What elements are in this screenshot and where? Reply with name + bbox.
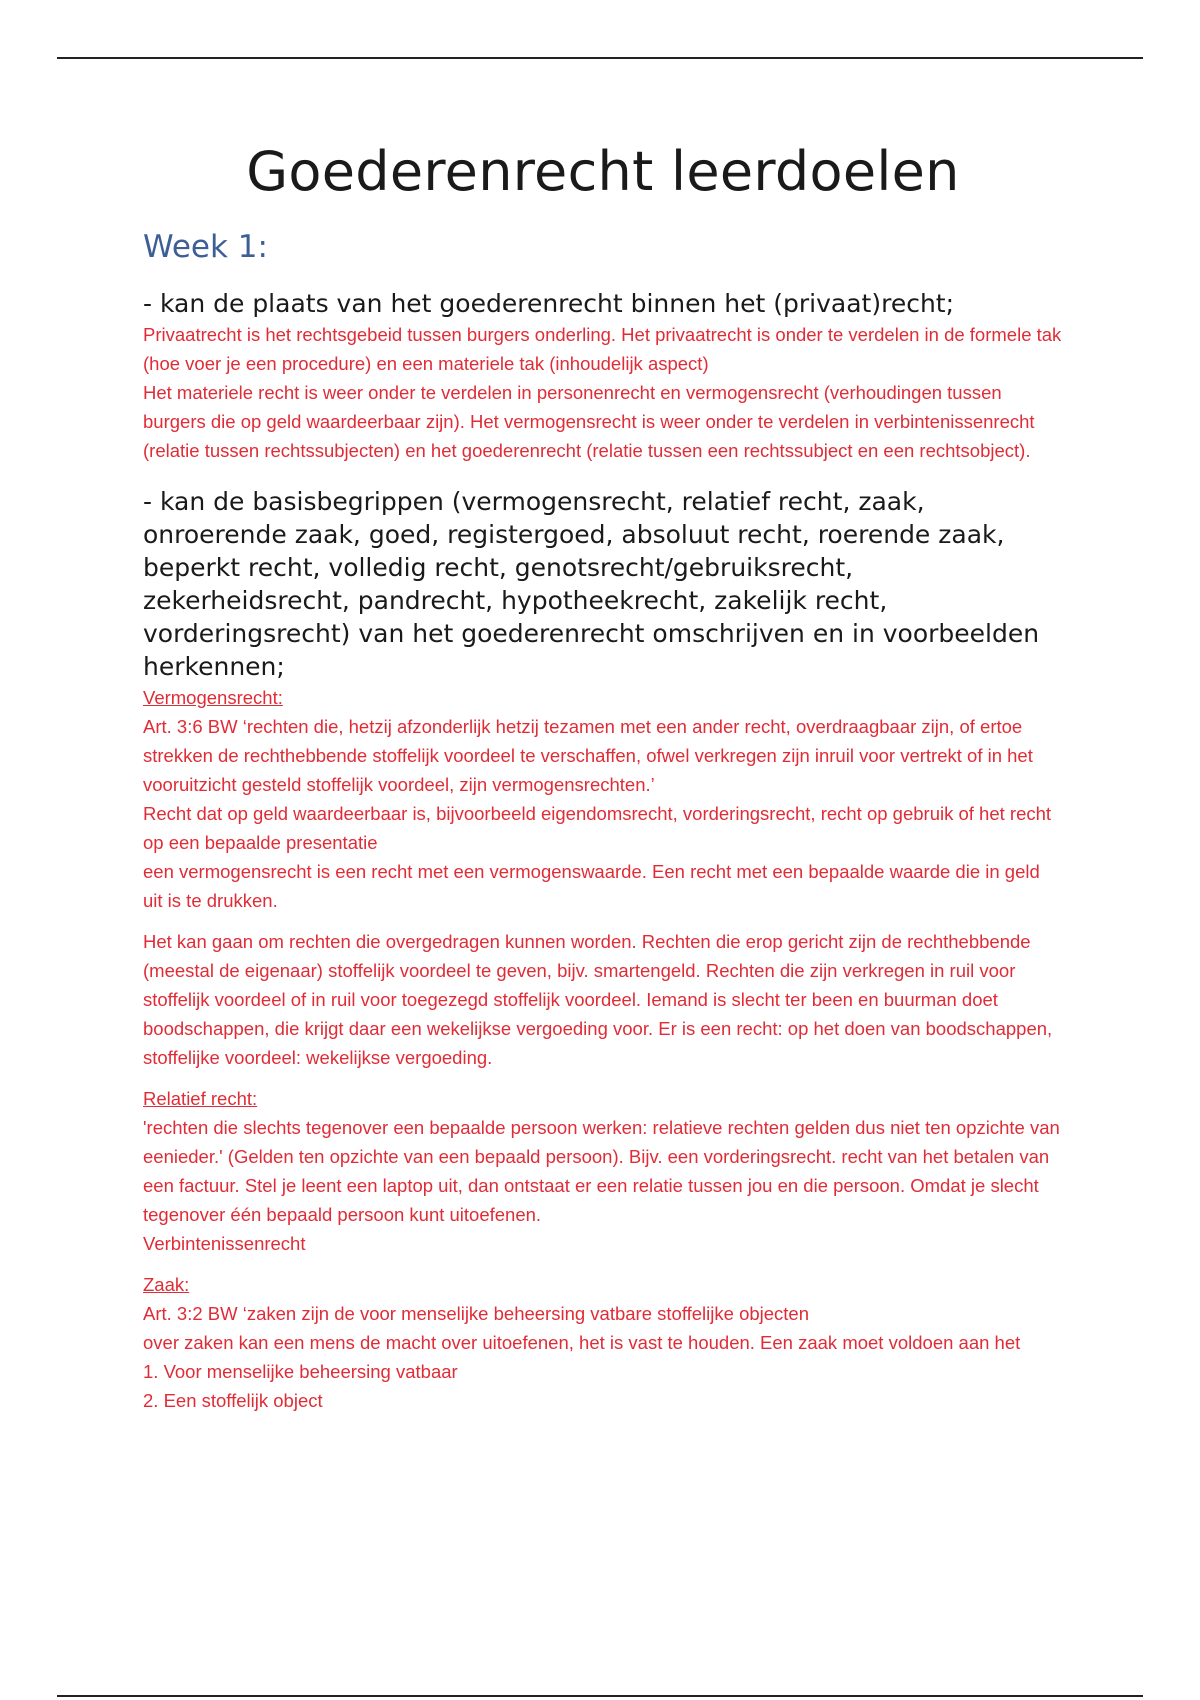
section-heading-zaak: Zaak: [143,1274,190,1295]
top-rule [57,57,1143,59]
answer-paragraph: Privaatrecht is het rechtsgebeid tussen burgers onderling. Het privaatrecht is onder te verdelen in de formele tak (hoe voer je een procedure) en een materiele tak (inhoudelijk aspect) [143,324,1062,374]
list-item: 2. Een stoffelijk object [143,1390,323,1411]
learning-goal-2: - kan de basisbegrippen (vermogensrecht, relatief recht, zaak, onroerende zaak, goed, registergoed, absoluut recht, roerende zaak, beperkt recht, volledig recht, genotsrecht/gebruiksrecht, zekerheidsrecht, pandrecht, hypotheekrecht, zakelijk recht, vorderingsrecht) van het goederenrecht omschrijven en in voorbeelden herkennen; [143,487,1040,681]
bottom-rule [57,1695,1143,1697]
answer-paragraph: een vermogensrecht is een recht met een vermogenswaarde. Een recht met een bepaalde waarde die in geld uit is te drukken. [143,861,1040,911]
answer-paragraph: Art. 3:2 BW ‘zaken zijn de voor menselijke beheersing vatbare stoffelijke objecten [143,1303,810,1324]
week-heading: Week 1: [143,229,268,265]
answer-paragraph: 'rechten die slechts tegenover een bepaalde persoon werken: relatieve rechten gelden dus niet ten opzichte van eenieder.' (Gelden ten opzichte van een bepaald persoon). Bijv. een vorderingsrecht. recht van het betalen van een factuur. Stel je leent een laptop uit, dan ontstaat er een relatie tussen jou en die persoon. Omdat je slecht tegenover één bepaald persoon kunt uitoefenen. [143,1117,1060,1225]
section-heading-vermogensrecht: Vermogensrecht: [143,687,283,708]
answer-paragraph: over zaken kan een mens de macht over uitoefenen, het is vast te houden. Een zaak moet voldoen aan het [143,1332,1021,1353]
document-title: Goederenrecht leerdoelen [246,140,960,203]
answer-paragraph: Verbintenissenrecht [143,1233,306,1254]
answer-paragraph: Art. 3:6 BW ‘rechten die, hetzij afzonderlijk hetzij tezamen met een ander recht, overdraagbaar zijn, of ertoe strekken de rechthebbende stoffelijk voordeel te verschaffen, ofwel verkregen zijn inruil voor vertrekt of in het vooruitzicht gesteld stoffelijk voordeel, zijn vermogensrechten.’ [143,716,1033,795]
answer-paragraph: Het kan gaan om rechten die overgedragen kunnen worden. Rechten die erop gericht zijn de rechthebbende (meestal de eigenaar) stoffelijk voordeel te geven, bijv. smartengeld. Rechten die zijn verkregen in ruil voor stoffelijk voordeel of in ruil voor toegezegd stoffelijk voordeel. Iemand is slecht ter been en buurman doet boodschappen, die krijgt daar een wekelijkse vergoeding voor. Er is een recht: op het doen van boodschappen, stoffelijke voordeel: wekelijkse vergoeding. [143,931,1053,1068]
learning-goal-1: - kan de plaats van het goederenrecht binnen het (privaat)recht; [143,289,955,318]
section-heading-relatief-recht: Relatief recht: [143,1088,258,1109]
answer-paragraph: Het materiele recht is weer onder te verdelen in personenrecht en vermogensrecht (verhoudingen tussen burgers die op geld waardeerbaar zijn). Het vermogensrecht is weer onder te verdelen in verbintenissenrecht (relatie tussen rechtssubjecten) en het goederenrecht (relatie tussen een rechtssubject en een rechtsobject). [143,382,1035,461]
answer-paragraph: Recht dat op geld waardeerbaar is, bijvoorbeeld eigendomsrecht, vorderingsrecht, recht op gebruik of het recht op een bepaalde presentatie [143,803,1052,853]
list-item: 1. Voor menselijke beheersing vatbaar [143,1361,458,1382]
document-body [143,140,1063,1415]
